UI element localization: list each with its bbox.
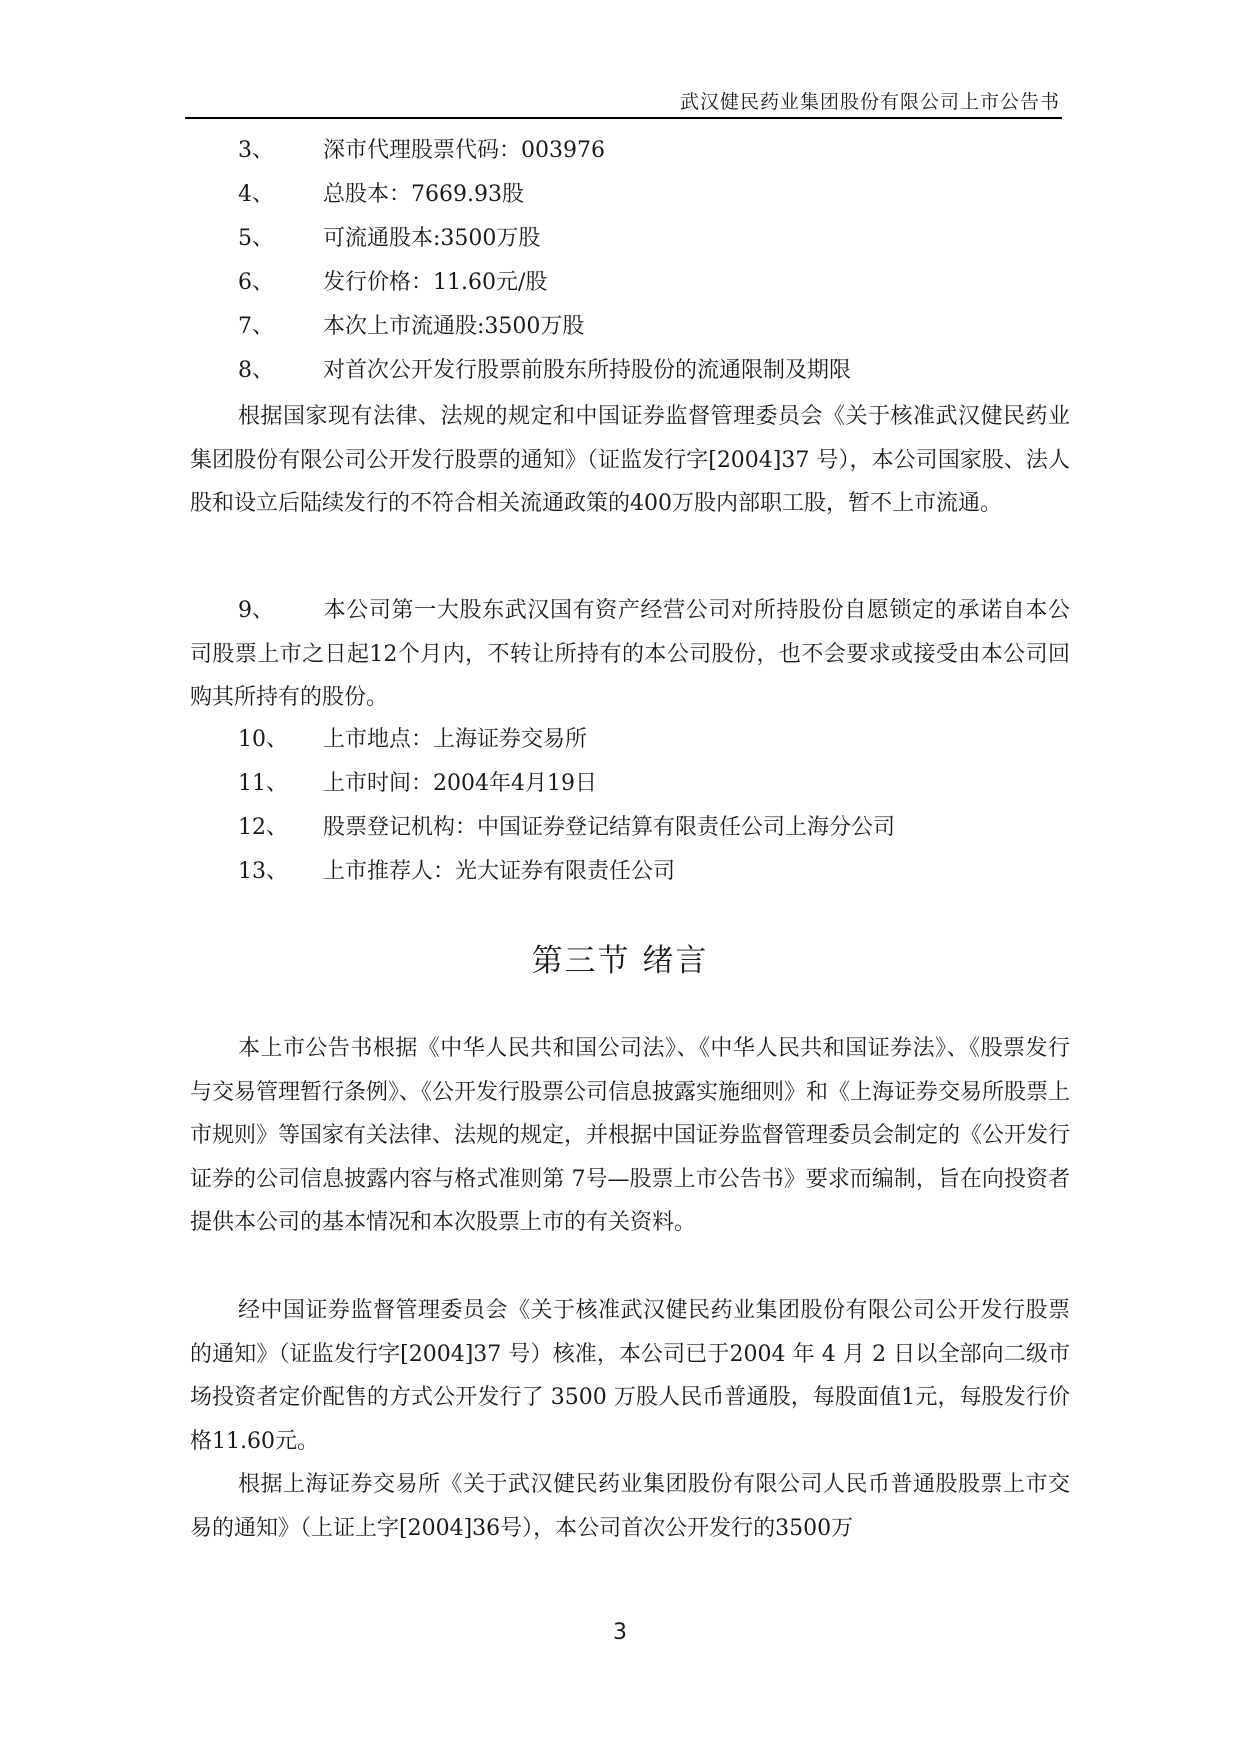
item-text: 可流通股本:3500万股 [323, 226, 541, 251]
list-item [238, 762, 1068, 806]
list-item [238, 850, 1068, 894]
list-item [238, 349, 1068, 393]
header-divider [185, 117, 1062, 119]
list-item [238, 261, 1068, 305]
item-number: 7、 [238, 314, 274, 339]
item-text: 上市地点：上海证券交易所 [323, 727, 588, 752]
item-number: 11、 [238, 771, 288, 796]
list-item [238, 305, 1068, 349]
item-number: 5、 [238, 226, 274, 251]
item-text: 股票登记机构：中国证券登记结算有限责任公司上海分公司 [323, 815, 896, 840]
item-number: 6、 [238, 270, 274, 295]
item-text: 深市代理股票代码：003976 [323, 138, 605, 163]
section-title: 第三节 绪言 [531, 943, 709, 979]
item-text: 发行价格：11.60元/股 [323, 270, 548, 295]
list-item [238, 806, 1068, 850]
page-number: 3 [613, 1620, 627, 1645]
item-number: 3、 [238, 138, 274, 163]
item-number: 10、 [238, 727, 288, 752]
item-number: 4、 [238, 182, 274, 207]
item-text: 上市推荐人：光大证券有限责任公司 [323, 859, 676, 884]
list-item [238, 129, 1068, 173]
item-number: 8、 [238, 358, 274, 383]
item-9-paragraph [190, 589, 1070, 720]
list-item [238, 217, 1068, 261]
item-text: 本次上市流通股:3500万股 [323, 314, 585, 339]
intro-paragraph-1: 本上市公告书根据《中华人民共和国公司法》、《中华人民共和国证券法》、《股票发行与交易管理暂行条例》、《公开发行股票公司信息披露实施细则》和《上海证券交易所股票上市规则》等国家有关法律、法规的规定，并根据中国证券监督管理委员会制定的《公开发行证券的公司信息披露内容与格式准则第 7号—股票上市公告书》要求而编制，旨在向投资者提供本公司的基本情况和本次股票上市的有关资料。 [190, 1036, 1071, 1235]
item-text: 上市时间：2004年4月19日 [323, 771, 597, 796]
list-item [238, 718, 1068, 762]
intro-paragraph-3: 根据上海证券交易所《关于武汉健民药业集团股份有限公司人民币普通股股票上市交易的通知》（上证上字[2004]36号），本公司首次公开发行的3500万 [190, 1472, 1070, 1541]
item-text: 对首次公开发行股票前股东所持股份的流通限制及期限 [323, 358, 852, 383]
item-number: 12、 [238, 815, 288, 840]
item-number: 13、 [238, 859, 288, 884]
list-item [238, 173, 1068, 217]
item-text: 本公司第一大股东武汉国有资产经营公司对所持股份自愿锁定的承诺自本公司股票上市之日起12个月内，不转让所持有的本公司股份，也不会要求或接受由本公司回购其所持有的股份。 [190, 598, 1070, 710]
running-header: 武汉健民药业集团股份有限公司上市公告书 [679, 91, 1060, 113]
restriction-paragraph: 根据国家现有法律、法规的规定和中国证券监督管理委员会《关于核准武汉健民药业集团股份有限公司公开发行股票的通知》（证监发行字[2004]37 号），本公司国家股、法人股和设立后陆续发行的不符合相关流通政策的400万股内部职工股，暂不上市流通。 [190, 404, 1070, 516]
item-number: 9、 [238, 598, 274, 623]
item-text: 总股本：7669.93股 [323, 182, 524, 207]
intro-paragraph-2: 经中国证券监督管理委员会《关于核准武汉健民药业集团股份有限公司公开发行股票的通知》（证监发行字[2004]37 号）核准，本公司已于2004 年 4 月 2 日以全部向二级市场投资者定价配售的方式公开发行了 3500 万股人民币普通股，每股面值1元，每股发行价格11.60元。 [190, 1298, 1070, 1454]
